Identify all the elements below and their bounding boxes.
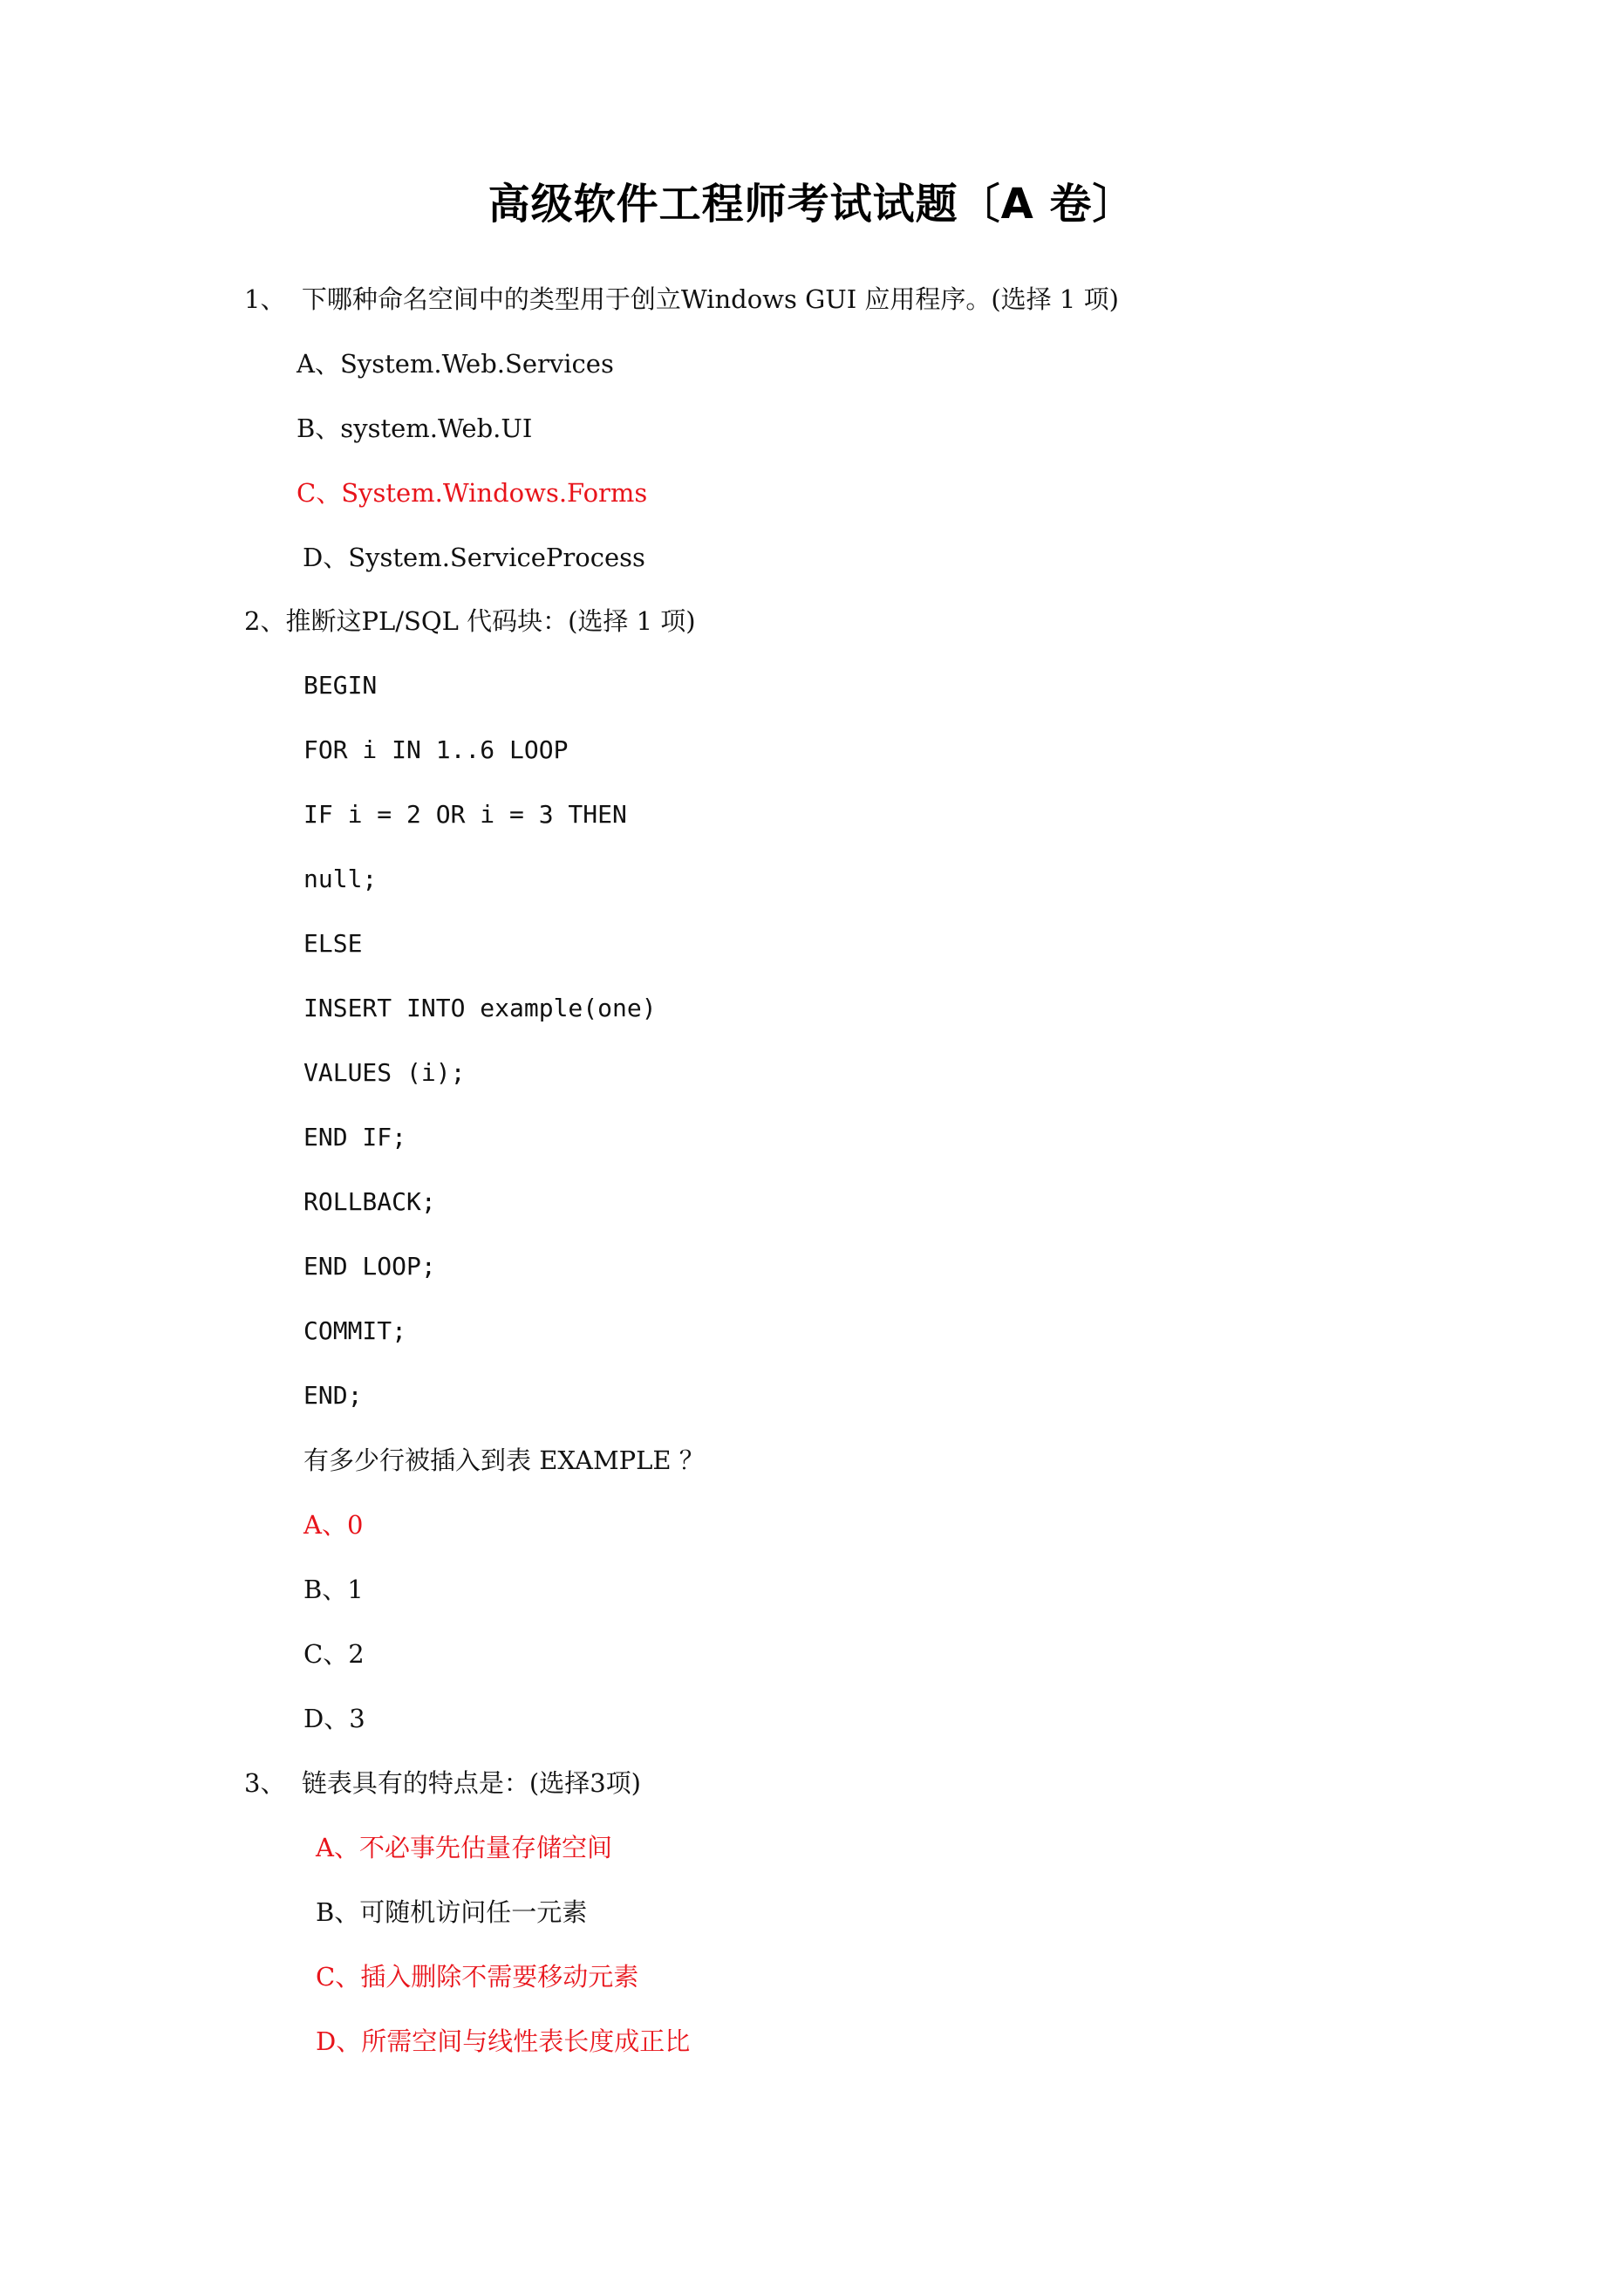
q2-option-d: D、3 bbox=[303, 1704, 365, 1733]
question-2: 2、推断这PL/SQL 代码块：(选择 1 项) bbox=[244, 606, 696, 636]
code-line: END LOOP; bbox=[303, 1252, 436, 1281]
page-title: 高级软件工程师考试试题〔A 卷〕 bbox=[488, 180, 1135, 229]
question-3: 3、 链表具有的特点是：(选择3项) bbox=[244, 1768, 641, 1798]
q2-option-c: C、2 bbox=[303, 1639, 365, 1669]
q1-option-a: A、System.Web.Services bbox=[297, 349, 614, 379]
q1-option-d: D、System.ServiceProcess bbox=[303, 543, 645, 572]
q1-option-b: B、system.Web.UI bbox=[297, 413, 533, 443]
code-line: COMMIT; bbox=[303, 1316, 407, 1345]
q2-prompt: 有多少行被插入到表 EXAMPLE ？ bbox=[303, 1445, 705, 1475]
code-line: VALUES (i); bbox=[303, 1058, 466, 1087]
code-line: BEGIN bbox=[303, 671, 378, 700]
q3-option-a-correct: A、不必事先估量存储空间 bbox=[316, 1833, 612, 1862]
question-1: 1、 下哪种命名空间中的类型用于创立Windows GUI 应用程序。(选择 1 项) bbox=[244, 284, 1119, 314]
q3-option-c-correct: C、插入删除不需要移动元素 bbox=[316, 1962, 639, 1992]
code-line: FOR i IN 1..6 LOOP bbox=[303, 735, 569, 764]
code-line: IF i = 2 OR i = 3 THEN bbox=[303, 800, 627, 829]
code-line: null; bbox=[303, 864, 378, 893]
q3-option-b: B、可随机访问任一元素 bbox=[316, 1897, 588, 1927]
q1-option-c-correct: C、System.Windows.Forms bbox=[297, 478, 648, 508]
q2-option-a-correct: A、0 bbox=[303, 1510, 364, 1540]
code-line: ROLLBACK; bbox=[303, 1187, 436, 1216]
code-line: ELSE bbox=[303, 929, 363, 958]
code-line: END; bbox=[303, 1381, 363, 1410]
q2-option-b: B、1 bbox=[303, 1575, 364, 1604]
code-line: INSERT INTO example(one) bbox=[303, 994, 657, 1022]
code-line: END IF; bbox=[303, 1123, 407, 1151]
q3-option-d-correct: D、所需空间与线性表长度成正比 bbox=[316, 2026, 691, 2056]
